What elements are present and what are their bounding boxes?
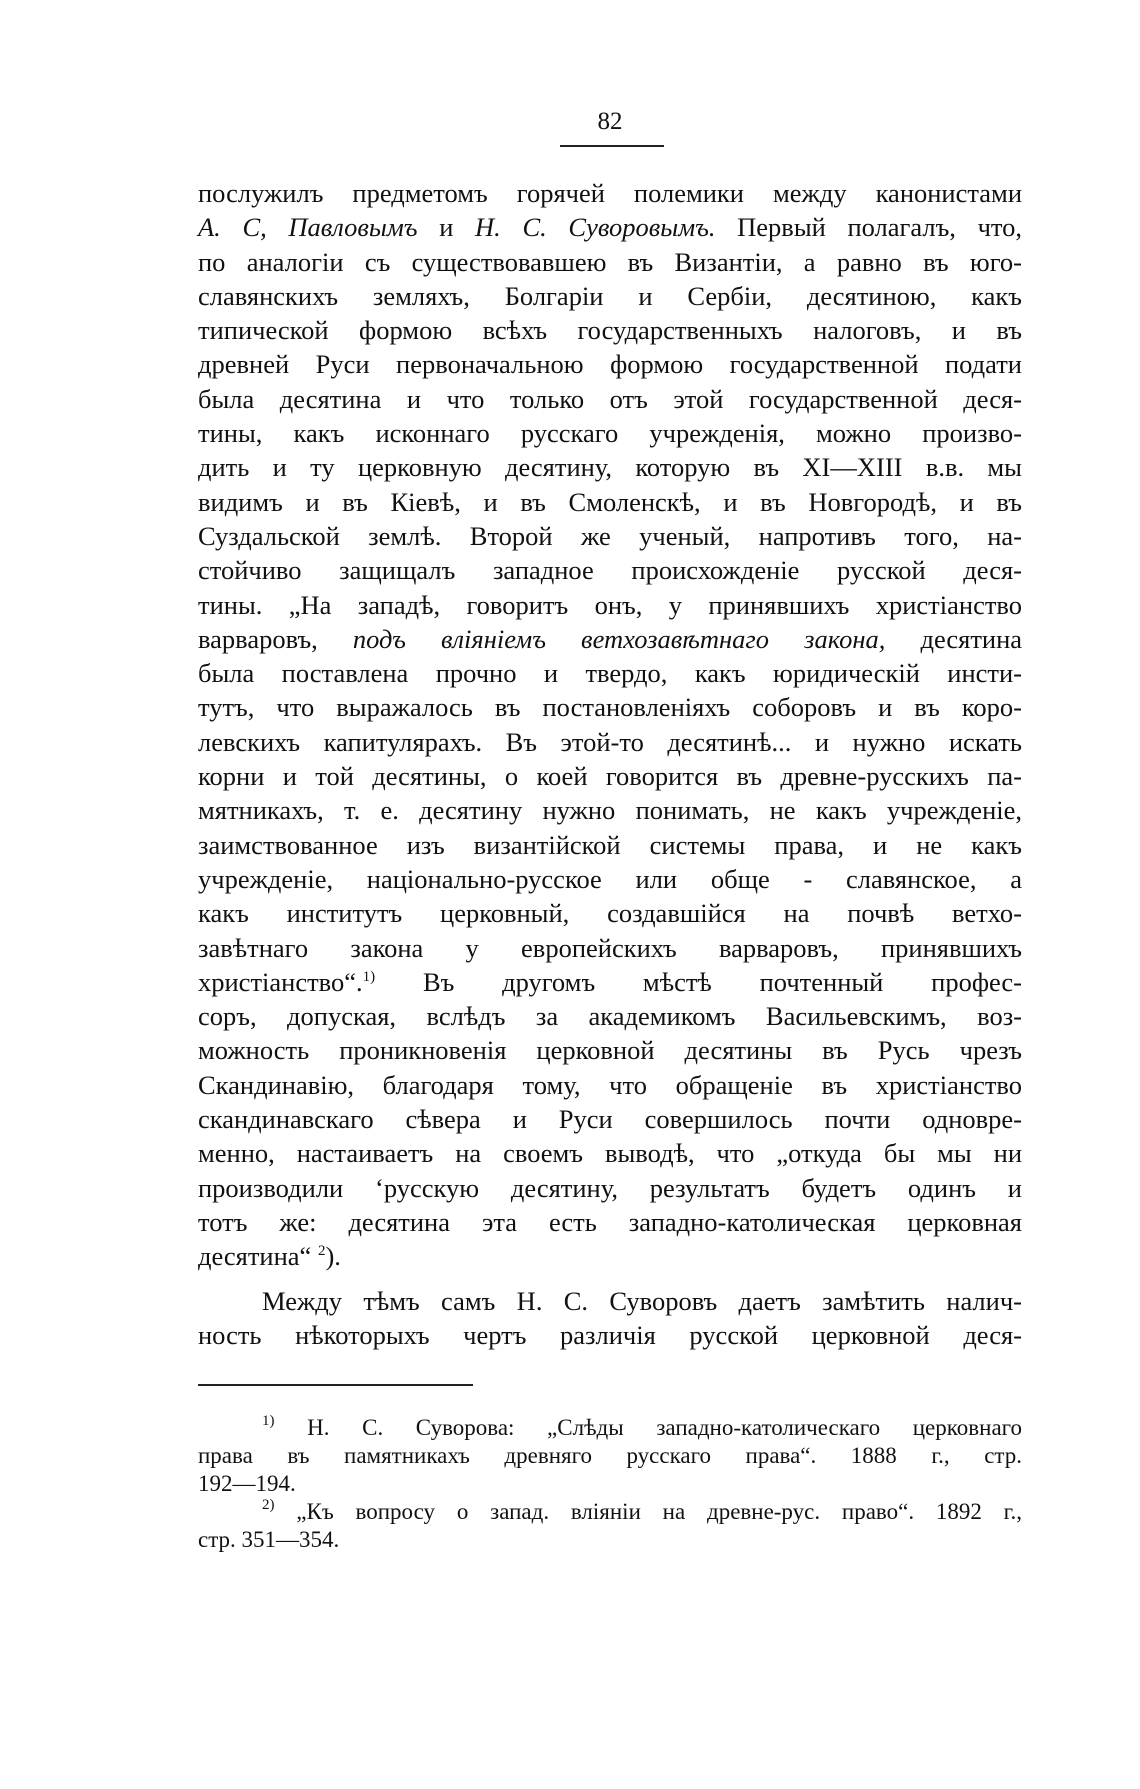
text-line: можность проникновенія церковной десятины въ Русь чрезъ [198,1035,1022,1066]
footnote-mark: 2 [317,1243,326,1260]
footnote-separator [198,1384,473,1386]
text-line: Между тѣмъ самъ Н. С. Суворовъ даетъ замѣтить налич- [262,1285,1022,1316]
text-line: скандинавскаго сѣвера и Руси совершилось почти одновре- [198,1104,1022,1135]
footnote-line [198,1414,1022,1442]
text-line: менно, настаиваетъ на своемъ выводѣ, что „откуда бы мы ни [198,1138,1022,1169]
text-line: тутъ, что выражалось въ постановленіяхъ соборовъ и въ коро- [198,692,1022,723]
text-line: учрежденіе, національно-русское или обще - славянское, а [198,863,1022,894]
text-line: видимъ и въ Кіевѣ, и въ Смоленскѣ, и въ Новгородѣ, и въ [198,486,1022,517]
footnote-mark: 1) [262,1413,275,1429]
text-line: типической формою всѣхъ государственныхъ налоговъ, и въ [198,315,1022,346]
text-line: левскихъ капитулярахъ. Въ этой-то десятинѣ... и нужно искать [198,726,1022,757]
footnotes [198,1414,1022,1554]
author-name-italic: Н. С. Суворовымъ. [475,212,716,243]
footnote-line: 192—194. [198,1471,296,1496]
text-line: завѣтнаго закона у европейскихъ варваровъ, принявшихъ [198,932,1022,963]
text-line: соръ, допуская, вслѣдъ за академикомъ Васильевскимъ, воз- [198,1001,1022,1032]
text-line: тины. „На западѣ, говоритъ онъ, у принявшихъ христіанство [198,589,1022,620]
text-fragment: Въ другомъ мѣстѣ почтенный профес- [422,966,1022,997]
conjunction: и [439,212,454,243]
text-line: по аналогіи съ существовавшею въ Византіи, а равно въ юго- [198,246,1022,277]
text-fragment: десятина [920,623,1023,654]
text-fragment: десятина“ [198,1241,312,1272]
page-number: 82 [597,108,623,135]
text-line [198,965,1022,999]
page-number-rule [560,145,664,147]
text-fragment: варваровъ, [198,623,318,654]
text-line: ность нѣкоторыхъ чертъ различія русской церковной деся- [198,1319,1022,1350]
text-line: производили ‘русскую десятину, результатъ будетъ одинъ и [198,1172,1022,1203]
text-fragment: христіанство“. [198,966,363,997]
text-line: Скандинавію, благодаря тому, что обращеніе въ христіанство [198,1069,1022,1100]
footnote-line: стр. 351—354. [198,1527,340,1552]
footnote-mark: 2) [262,1497,275,1513]
quoted-phrase-italic: подъ вліяніемъ ветхозавѣтнаго закона, [352,623,886,654]
text-line: корни и той десятины, о коей говорится въ древне-русскихъ па- [198,761,1022,792]
main-text [198,176,1022,1352]
footnote-line: права въ памятникахъ древняго русскаго права“. 1888 г., стр. [198,1443,1022,1468]
footnote-line [198,1498,1022,1526]
text-fragment: Первый полагалъ, что, [737,212,1023,243]
text-line: тотъ же: десятина эта есть западно-католическая церковная [198,1206,1022,1237]
text-line: была поставлена прочно и твердо, какъ юридическій инсти- [198,658,1022,689]
author-name-italic: А. С, Павловымъ [198,212,418,243]
text-line [198,1239,1022,1273]
text-line: заимствованное изъ византійской системы права, и не какъ [198,829,1022,860]
text-line: славянскихъ земляхъ, Болгаріи и Сербіи, десятиною, какъ [198,280,1022,311]
text-line: тины, какъ исконнаго русскаго учрежденія, можно произво- [198,418,1022,449]
text-line [198,210,1022,244]
text-fragment: ). [325,1241,341,1272]
footnote-text: Н. С. Суворова: „Слѣды западно-католическаго церковнаго [307,1415,1023,1440]
text-line: послужилъ предметомъ горячей полемики между канонистами [198,178,1022,208]
text-line: Суздальской землѣ. Второй же ученый, напротивъ того, на- [198,520,1022,551]
footnote-mark: 1) [362,968,376,985]
footnote-text: „Къ вопросу о запад. вліяніи на древне-рус. право“. 1892 г., [296,1499,1022,1524]
text-line [198,622,1022,656]
text-line: дить и ту церковную десятину, которую въ XI—XIII в.в. мы [198,452,1022,483]
text-line: древней Руси первоначальною формою государственной подати [198,349,1022,380]
paragraph-gap [198,1274,1022,1284]
text-line: какъ институтъ церковный, создавшійся на почвѣ ветхо- [198,898,1022,929]
text-line: стойчиво защищалъ западное происхожденіе русской деся- [198,555,1022,586]
text-line: мятникахъ, т. е. десятину нужно понимать, не какъ учрежденіе, [198,795,1022,826]
text-line: была десятина и что только отъ этой государственной деся- [198,383,1022,414]
